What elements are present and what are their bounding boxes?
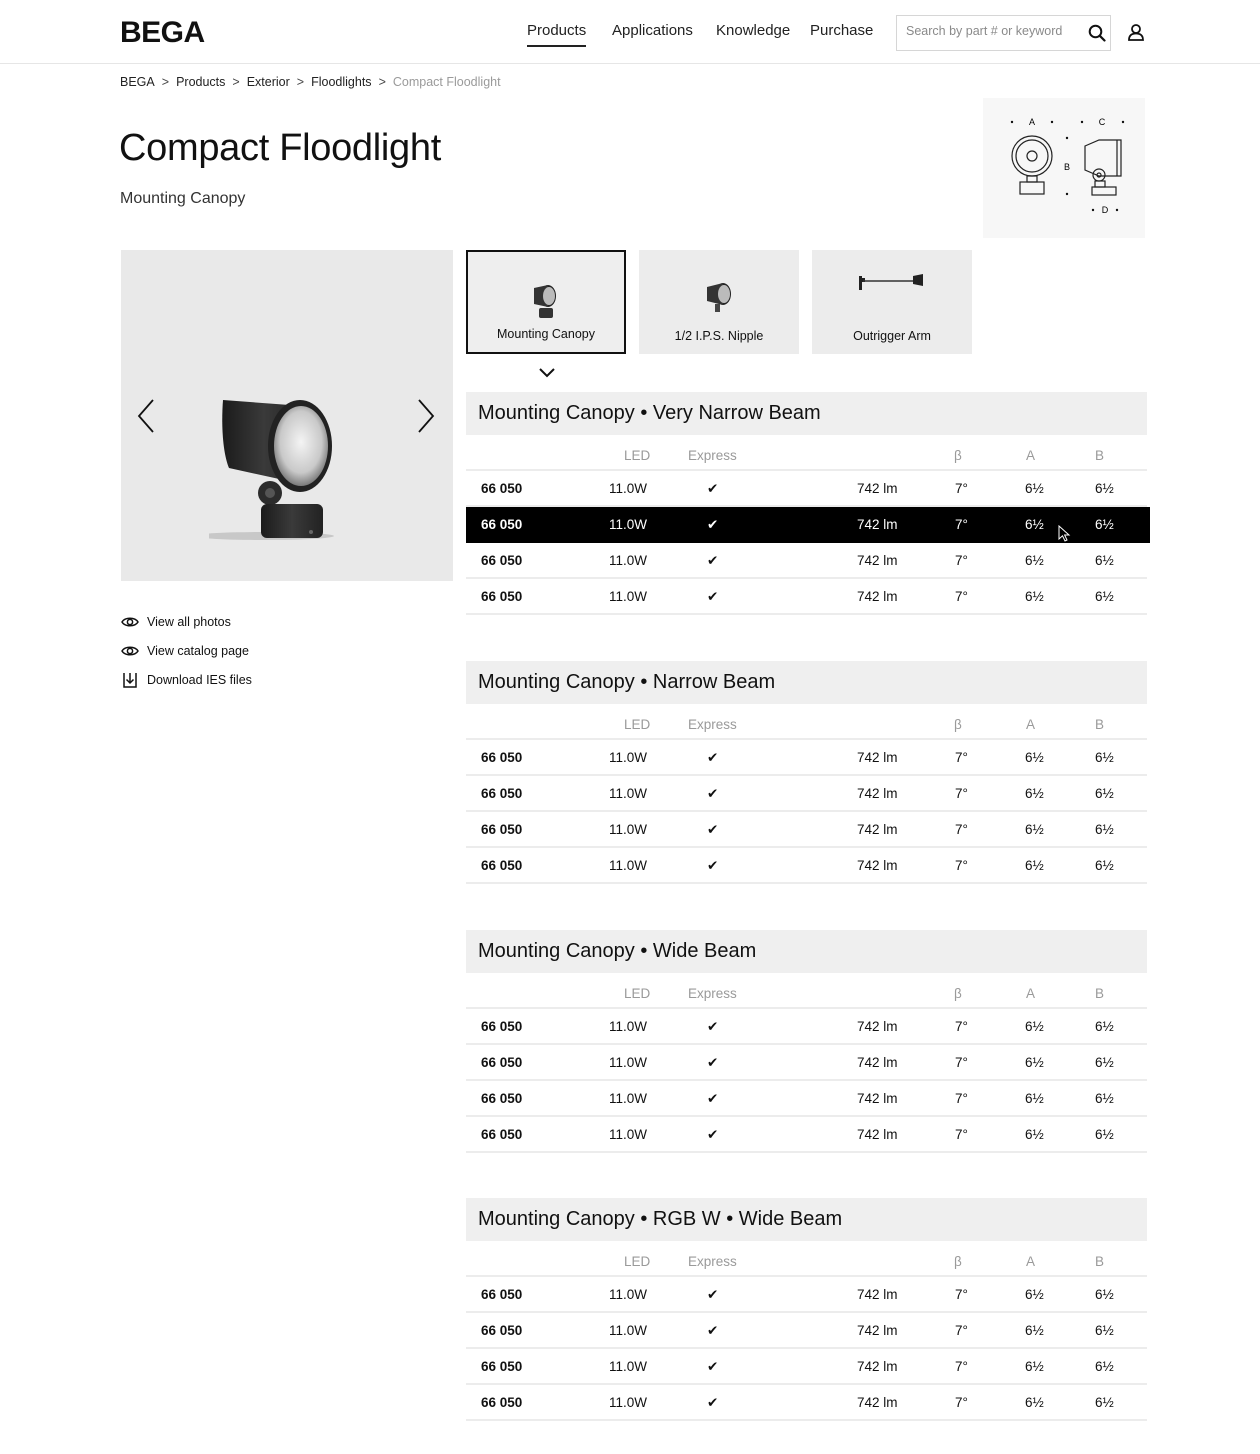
part-number: 66 050 bbox=[481, 786, 523, 801]
beam-angle: 7° bbox=[955, 481, 968, 496]
column-header-b[interactable]: B bbox=[1095, 717, 1105, 732]
express-checkmark: ✔ bbox=[707, 1395, 719, 1410]
breadcrumb-floodlights[interactable]: Floodlights bbox=[311, 75, 372, 89]
led-wattage: 11.0W bbox=[609, 1287, 648, 1302]
table-row[interactable] bbox=[466, 812, 1147, 848]
dimension-b: 6½ bbox=[1095, 858, 1114, 873]
table-row[interactable] bbox=[466, 1385, 1147, 1421]
part-number: 66 050 bbox=[481, 750, 523, 765]
ips-nipple-thumbnail bbox=[699, 278, 739, 318]
dimension-b: 6½ bbox=[1095, 1359, 1114, 1374]
column-header-a[interactable]: A bbox=[1026, 1254, 1036, 1269]
lumen-output: 742 lm bbox=[857, 1359, 898, 1374]
beam-angle: 7° bbox=[955, 822, 968, 837]
lumen-output: 742 lm bbox=[857, 589, 898, 604]
table-column-headers bbox=[466, 1241, 1147, 1277]
led-wattage: 11.0W bbox=[609, 1323, 648, 1338]
mounting-canopy-thumbnail bbox=[526, 280, 566, 320]
page-title: Compact Floodlight bbox=[119, 127, 441, 169]
variant-tile-ips-nipple[interactable] bbox=[639, 250, 799, 354]
column-header-led[interactable]: LED bbox=[624, 448, 651, 463]
lumen-output: 742 lm bbox=[857, 1395, 898, 1410]
breadcrumb bbox=[120, 75, 501, 89]
led-wattage: 11.0W bbox=[609, 1019, 648, 1034]
column-header-a[interactable]: A bbox=[1026, 717, 1036, 732]
diagram-label-b: B bbox=[1063, 162, 1071, 172]
table-column-headers bbox=[466, 435, 1147, 471]
breadcrumb-current: Compact Floodlight bbox=[392, 75, 501, 89]
breadcrumb-products[interactable]: Products bbox=[176, 75, 226, 89]
table-row[interactable] bbox=[466, 507, 1150, 543]
led-wattage: 11.0W bbox=[609, 858, 648, 873]
table-row[interactable] bbox=[466, 740, 1147, 776]
beam-angle: 7° bbox=[955, 1019, 968, 1034]
breadcrumb-bega[interactable]: BEGA bbox=[120, 75, 155, 89]
nav-purchase[interactable]: Purchase bbox=[810, 22, 874, 39]
dimension-a: 6½ bbox=[1025, 1127, 1044, 1142]
dimension-a: 6½ bbox=[1025, 750, 1044, 765]
nav-knowledge[interactable]: Knowledge bbox=[716, 22, 791, 39]
lumen-output: 742 lm bbox=[857, 822, 898, 837]
search-input[interactable] bbox=[906, 24, 1076, 38]
beam-angle: 7° bbox=[955, 517, 968, 532]
express-checkmark: ✔ bbox=[707, 822, 719, 837]
nav-applications[interactable]: Applications bbox=[612, 22, 693, 39]
diagram-label-a: A bbox=[1028, 117, 1036, 127]
beam-angle: 7° bbox=[955, 589, 968, 604]
search-icon[interactable] bbox=[1088, 24, 1106, 42]
express-checkmark: ✔ bbox=[707, 858, 719, 873]
table-row[interactable] bbox=[466, 1045, 1147, 1081]
outrigger-arm-thumbnail bbox=[857, 270, 927, 310]
dimension-a: 6½ bbox=[1025, 822, 1044, 837]
user-account-icon[interactable] bbox=[1127, 23, 1145, 41]
dimension-b: 6½ bbox=[1095, 1323, 1114, 1338]
column-header-led[interactable]: LED bbox=[624, 986, 651, 1001]
dimension-b: 6½ bbox=[1095, 1395, 1114, 1410]
lumen-output: 742 lm bbox=[857, 481, 898, 496]
led-wattage: 11.0W bbox=[609, 553, 648, 568]
beam-angle: 7° bbox=[955, 1287, 968, 1302]
part-number: 66 050 bbox=[481, 553, 523, 568]
column-header-b[interactable]: B bbox=[1095, 448, 1105, 463]
led-wattage: 11.0W bbox=[609, 1127, 648, 1142]
express-checkmark: ✔ bbox=[707, 1127, 719, 1142]
dimension-diagram bbox=[983, 98, 1145, 238]
section-title: Mounting Canopy • RGB W • Wide Beam bbox=[466, 1198, 1147, 1241]
express-checkmark: ✔ bbox=[707, 589, 719, 604]
dimension-a: 6½ bbox=[1025, 1091, 1044, 1106]
beam-angle: 7° bbox=[955, 1395, 968, 1410]
beam-angle: 7° bbox=[955, 1055, 968, 1070]
product-table-section bbox=[466, 930, 1147, 1153]
led-wattage: 11.0W bbox=[609, 750, 648, 765]
site-header bbox=[0, 0, 1260, 64]
view-all-photos-label: View all photos bbox=[147, 614, 231, 629]
express-checkmark: ✔ bbox=[707, 786, 719, 801]
lumen-output: 742 lm bbox=[857, 1055, 898, 1070]
lumen-output: 742 lm bbox=[857, 858, 898, 873]
download-ies-files-label: Download IES files bbox=[147, 672, 252, 687]
view-catalog-page-link[interactable] bbox=[121, 636, 252, 665]
dimension-a: 6½ bbox=[1025, 553, 1044, 568]
eye-icon bbox=[121, 613, 139, 631]
dimension-a: 6½ bbox=[1025, 786, 1044, 801]
search-box bbox=[896, 15, 1111, 51]
express-checkmark: ✔ bbox=[707, 517, 719, 532]
column-header-beam-angle[interactable]: β bbox=[954, 448, 962, 463]
beam-angle: 7° bbox=[955, 553, 968, 568]
express-checkmark: ✔ bbox=[707, 1091, 719, 1106]
table-row[interactable] bbox=[466, 1349, 1147, 1385]
lumen-output: 742 lm bbox=[857, 1127, 898, 1142]
led-wattage: 11.0W bbox=[609, 822, 648, 837]
column-header-a[interactable]: A bbox=[1026, 448, 1036, 463]
part-number: 66 050 bbox=[481, 1287, 523, 1302]
product-table-section bbox=[466, 392, 1147, 615]
part-number: 66 050 bbox=[481, 1091, 523, 1106]
download-icon bbox=[121, 671, 139, 689]
diagram-label-d: D bbox=[1101, 205, 1109, 215]
beam-angle: 7° bbox=[955, 1359, 968, 1374]
dimension-a: 6½ bbox=[1025, 517, 1044, 532]
express-checkmark: ✔ bbox=[707, 750, 719, 765]
led-wattage: 11.0W bbox=[609, 1359, 648, 1374]
part-number: 66 050 bbox=[481, 822, 523, 837]
dimension-b: 6½ bbox=[1095, 1287, 1114, 1302]
table-row[interactable] bbox=[466, 1081, 1147, 1117]
section-title: Mounting Canopy • Narrow Beam bbox=[466, 661, 1147, 704]
table-row[interactable] bbox=[466, 1117, 1147, 1153]
dimension-a: 6½ bbox=[1025, 1019, 1044, 1034]
table-column-headers bbox=[466, 704, 1147, 740]
column-header-beam-angle[interactable]: β bbox=[954, 1254, 962, 1269]
dimension-a: 6½ bbox=[1025, 1395, 1044, 1410]
column-header-express[interactable]: Express bbox=[688, 448, 737, 463]
part-number: 66 050 bbox=[481, 1359, 523, 1374]
lumen-output: 742 lm bbox=[857, 1091, 898, 1106]
product-table-section bbox=[466, 1198, 1147, 1421]
beam-angle: 7° bbox=[955, 1323, 968, 1338]
lumen-output: 742 lm bbox=[857, 750, 898, 765]
dimension-b: 6½ bbox=[1095, 481, 1114, 496]
dimension-b: 6½ bbox=[1095, 1091, 1114, 1106]
dimension-b: 6½ bbox=[1095, 553, 1114, 568]
dimension-b: 6½ bbox=[1095, 750, 1114, 765]
column-header-b[interactable]: B bbox=[1095, 1254, 1105, 1269]
table-row[interactable] bbox=[466, 848, 1147, 884]
dimension-a: 6½ bbox=[1025, 1287, 1044, 1302]
dimension-a: 6½ bbox=[1025, 481, 1044, 496]
led-wattage: 11.0W bbox=[609, 1395, 648, 1410]
lumen-output: 742 lm bbox=[857, 553, 898, 568]
led-wattage: 11.0W bbox=[609, 1091, 648, 1106]
table-row[interactable] bbox=[466, 1277, 1147, 1313]
part-number: 66 050 bbox=[481, 517, 523, 532]
part-number: 66 050 bbox=[481, 1127, 523, 1142]
column-header-led[interactable]: LED bbox=[624, 717, 651, 732]
dimension-a: 6½ bbox=[1025, 1055, 1044, 1070]
column-header-a[interactable]: A bbox=[1026, 986, 1036, 1001]
breadcrumb-separator: > bbox=[161, 75, 170, 89]
view-catalog-page-label: View catalog page bbox=[147, 643, 249, 658]
gallery-prev-arrow-icon[interactable] bbox=[137, 398, 155, 434]
nav-products[interactable]: Products bbox=[527, 22, 586, 47]
part-number: 66 050 bbox=[481, 1395, 523, 1410]
led-wattage: 11.0W bbox=[609, 589, 648, 604]
column-header-express[interactable]: Express bbox=[688, 1254, 737, 1269]
part-number: 66 050 bbox=[481, 858, 523, 873]
led-wattage: 11.0W bbox=[609, 786, 648, 801]
mouse-cursor-icon bbox=[1058, 525, 1072, 543]
gallery-next-arrow-icon[interactable] bbox=[417, 398, 435, 434]
part-number: 66 050 bbox=[481, 1323, 523, 1338]
view-all-photos-link[interactable] bbox=[121, 607, 252, 636]
table-row[interactable] bbox=[466, 1313, 1147, 1349]
breadcrumb-separator: > bbox=[296, 75, 305, 89]
dimension-b: 6½ bbox=[1095, 517, 1114, 532]
led-wattage: 11.0W bbox=[609, 1055, 648, 1070]
variant-label: Mounting Canopy bbox=[497, 327, 595, 341]
part-number: 66 050 bbox=[481, 481, 523, 496]
express-checkmark: ✔ bbox=[707, 553, 719, 568]
download-ies-files-link[interactable] bbox=[121, 665, 252, 694]
breadcrumb-separator: > bbox=[232, 75, 240, 89]
table-row[interactable] bbox=[466, 579, 1147, 615]
section-title: Mounting Canopy • Very Narrow Beam bbox=[466, 392, 1147, 435]
dimension-b: 6½ bbox=[1095, 822, 1114, 837]
express-checkmark: ✔ bbox=[707, 481, 719, 496]
table-row[interactable] bbox=[466, 471, 1147, 507]
lumen-output: 742 lm bbox=[857, 786, 898, 801]
table-row[interactable] bbox=[466, 543, 1147, 579]
column-header-b[interactable]: B bbox=[1095, 986, 1105, 1001]
dimension-b: 6½ bbox=[1095, 1055, 1114, 1070]
express-checkmark: ✔ bbox=[707, 1323, 719, 1338]
column-header-led[interactable]: LED bbox=[624, 1254, 651, 1269]
product-photo-gallery bbox=[121, 250, 453, 581]
beam-angle: 7° bbox=[955, 786, 968, 801]
column-header-express[interactable]: Express bbox=[688, 986, 737, 1001]
column-header-beam-angle[interactable]: β bbox=[954, 717, 962, 732]
lumen-output: 742 lm bbox=[857, 1323, 898, 1338]
part-number: 66 050 bbox=[481, 1055, 523, 1070]
dimension-b: 6½ bbox=[1095, 1127, 1114, 1142]
beam-angle: 7° bbox=[955, 750, 968, 765]
variant-tile-mounting-canopy[interactable] bbox=[466, 250, 626, 354]
dimension-a: 6½ bbox=[1025, 1323, 1044, 1338]
lumen-output: 742 lm bbox=[857, 1019, 898, 1034]
bega-logo[interactable]: BEGA bbox=[120, 16, 205, 49]
dimension-b: 6½ bbox=[1095, 1019, 1114, 1034]
breadcrumb-exterior[interactable]: Exterior bbox=[246, 75, 290, 89]
eye-icon bbox=[121, 642, 139, 660]
table-column-headers bbox=[466, 973, 1147, 1009]
dimension-b: 6½ bbox=[1095, 589, 1114, 604]
dimension-b: 6½ bbox=[1095, 786, 1114, 801]
dimension-a: 6½ bbox=[1025, 858, 1044, 873]
breadcrumb-separator: > bbox=[378, 75, 386, 89]
beam-angle: 7° bbox=[955, 1127, 968, 1142]
table-row[interactable] bbox=[466, 1009, 1147, 1045]
product-resource-links bbox=[121, 607, 252, 694]
floodlight-product-image bbox=[209, 400, 369, 560]
column-header-express[interactable]: Express bbox=[688, 717, 737, 732]
express-checkmark: ✔ bbox=[707, 1055, 719, 1070]
column-header-beam-angle[interactable]: β bbox=[954, 986, 962, 1001]
dimension-a: 6½ bbox=[1025, 589, 1044, 604]
chevron-down-icon[interactable] bbox=[538, 366, 556, 378]
express-checkmark: ✔ bbox=[707, 1019, 719, 1034]
variant-label: 1/2 I.P.S. Nipple bbox=[674, 329, 764, 343]
beam-angle: 7° bbox=[955, 858, 968, 873]
page-subtitle: Mounting Canopy bbox=[120, 190, 246, 207]
led-wattage: 11.0W bbox=[609, 517, 648, 532]
lumen-output: 742 lm bbox=[857, 1287, 898, 1302]
lumen-output: 742 lm bbox=[857, 517, 898, 532]
part-number: 66 050 bbox=[481, 589, 523, 604]
dimension-a: 6½ bbox=[1025, 1359, 1044, 1374]
variant-tile-outrigger-arm[interactable] bbox=[812, 250, 972, 354]
variant-label: Outrigger Arm bbox=[853, 329, 931, 343]
led-wattage: 11.0W bbox=[609, 481, 648, 496]
diagram-label-c: C bbox=[1098, 117, 1106, 127]
section-title: Mounting Canopy • Wide Beam bbox=[466, 930, 1147, 973]
express-checkmark: ✔ bbox=[707, 1287, 719, 1302]
beam-angle: 7° bbox=[955, 1091, 968, 1106]
product-table-section bbox=[466, 661, 1147, 884]
express-checkmark: ✔ bbox=[707, 1359, 719, 1374]
part-number: 66 050 bbox=[481, 1019, 523, 1034]
table-row[interactable] bbox=[466, 776, 1147, 812]
